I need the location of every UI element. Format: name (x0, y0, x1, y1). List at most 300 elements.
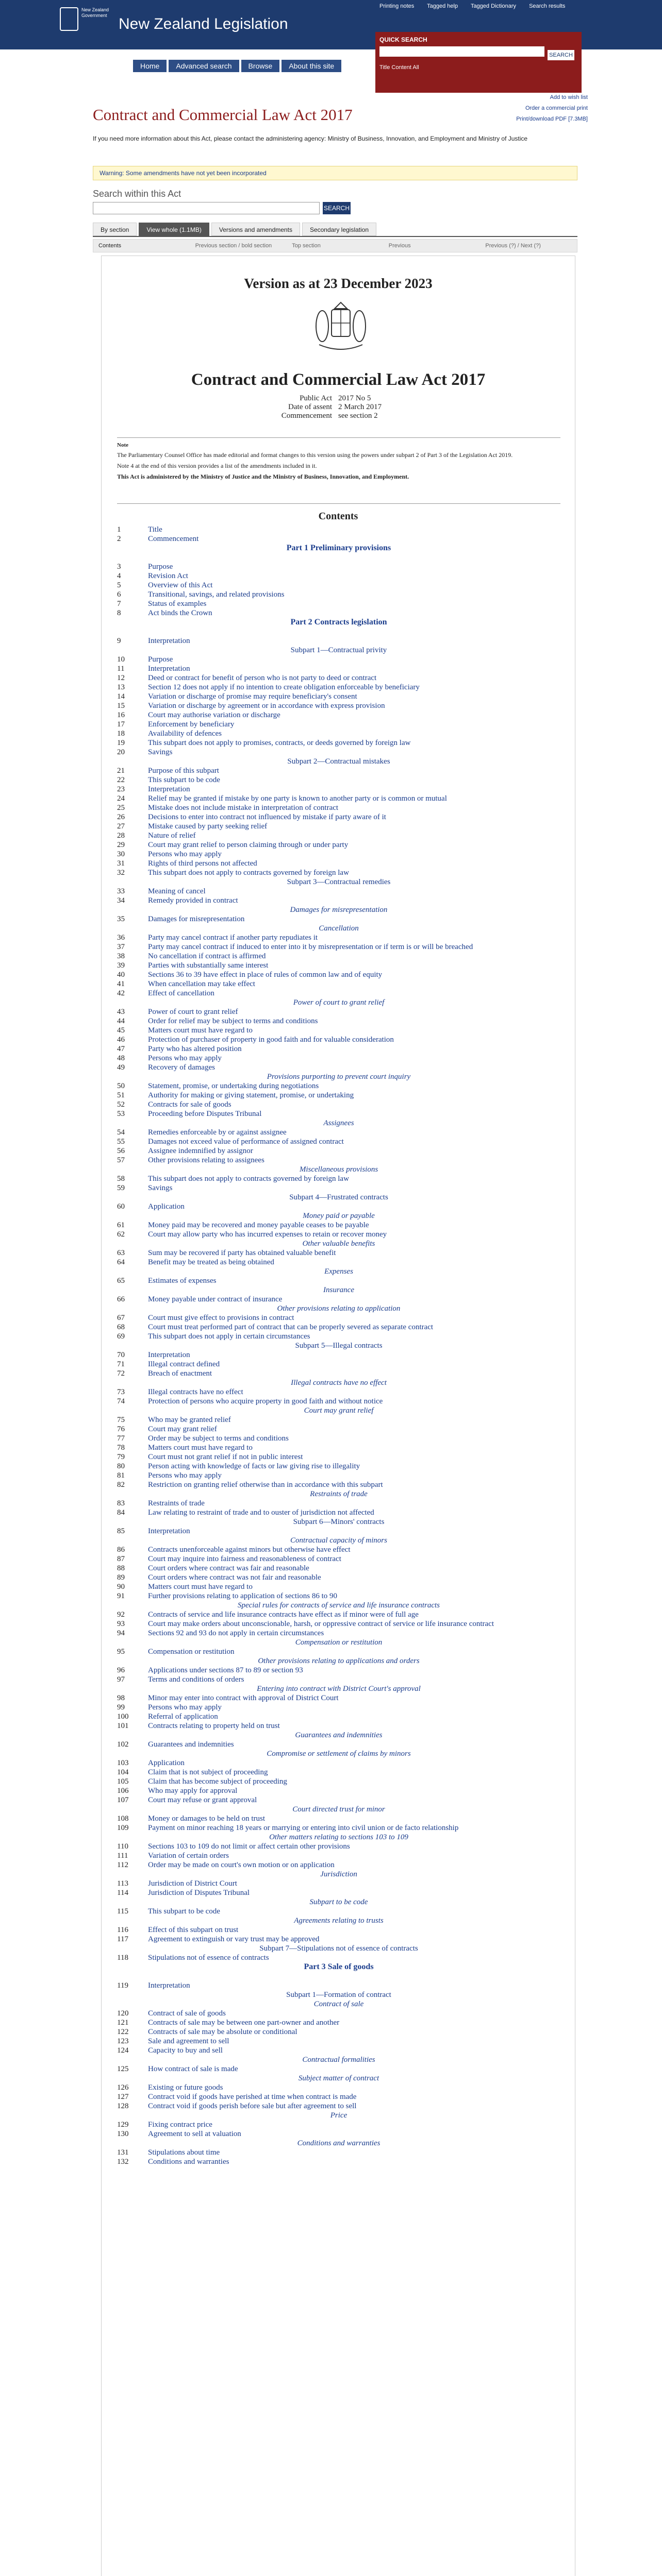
toc-section-number: 25 (117, 804, 125, 812)
toc-section-number: 40 (117, 971, 125, 979)
toc-section-number: 90 (117, 1583, 125, 1591)
toc-section-link[interactable]: Further provisions relating to application of sections 86 to 90 (148, 1592, 338, 1600)
toc-crossheading[interactable]: Provisions purporting to prevent court inquiry (267, 1073, 411, 1081)
note-heading: Note (117, 442, 128, 448)
toc-entry (117, 1462, 560, 1471)
toc-subpart-heading[interactable]: Subpart 6—Minors' contracts (293, 1518, 385, 1526)
toc-section-number: 127 (117, 2093, 129, 2101)
toc-section-link[interactable]: Status of examples (148, 600, 207, 608)
toc-section-link[interactable]: When cancellation may take effect (148, 980, 255, 988)
toc-section-number: 48 (117, 1054, 125, 1062)
nav-browse[interactable]: Browse (241, 60, 280, 72)
toolbar-previous[interactable]: Previous (388, 243, 411, 249)
toc-section-link[interactable]: Court may refuse or grant approval (148, 1796, 257, 1804)
toc-section-number: 95 (117, 1648, 125, 1656)
toc-crossheading[interactable]: Insurance (323, 1286, 354, 1294)
toc-section-link[interactable]: Contract of sale of goods (148, 2009, 226, 2018)
toc-section-number: 4 (117, 572, 121, 580)
toc-section-link[interactable]: Effect of this subpart on trust (148, 1926, 239, 1934)
toc-section-number: 130 (117, 2130, 129, 2138)
toc-section-number: 47 (117, 1045, 125, 1053)
note-p1: The Parliamentary Counsel Office has made editorial and format changes to this version using the powers under subpart 2 of Part 3 of the Legislation Act 2019. (117, 451, 513, 459)
toc-entry (117, 1907, 560, 1916)
toc-section-link[interactable]: Capacity to buy and sell (148, 2046, 223, 2055)
toc-crossheading[interactable]: Cancellation (319, 924, 359, 933)
toc-section-number: 12 (117, 674, 125, 682)
toc-section-link[interactable]: Benefit may be treated as being obtained (148, 1258, 274, 1266)
toc-entry (117, 785, 560, 794)
toc-section-link[interactable]: Mistake does not include mistake in interpretation of contract (148, 804, 339, 812)
toc-section-link[interactable]: Court may grant relief (148, 1425, 217, 1433)
toc-section-link[interactable]: This subpart does not apply to promises, contracts, or deeds governed by foreign law (148, 739, 411, 747)
meta-row (102, 394, 575, 403)
tab-by-section[interactable]: By section (93, 223, 137, 236)
toc-section-link[interactable]: Restraints of trade (148, 1499, 205, 1507)
meta-row (102, 412, 575, 420)
toc-section-number: 91 (117, 1592, 125, 1600)
toc-crossheading[interactable]: Court may grant relief (304, 1406, 374, 1415)
toc-section-link[interactable]: Act binds the Crown (148, 609, 212, 617)
contents-heading: Contents (318, 511, 358, 522)
toc-subpart-heading[interactable]: Subpart 3—Contractual remedies (287, 878, 391, 886)
toc-section-link[interactable]: Stipulations about time (148, 2148, 220, 2157)
toc-entry (117, 952, 560, 961)
toc-section-link[interactable]: Recovery of damages (148, 1063, 215, 1072)
toc-section-number: 36 (117, 934, 125, 942)
toc-section-link[interactable]: Damages not exceed value of performance of assigned contract (148, 1138, 344, 1146)
toc-crossheading[interactable]: Jurisdiction (320, 1870, 357, 1878)
toc-entry (117, 729, 560, 738)
toc-section-link[interactable]: Persons who may apply (148, 850, 222, 858)
quick-search-options[interactable]: Title Content All (379, 64, 419, 71)
toc-section-link[interactable]: Parties with substantially same interest (148, 961, 269, 970)
toc-subpart-heading[interactable]: Subpart 2—Contractual mistakes (287, 757, 390, 766)
toc-section-number: 54 (117, 1128, 125, 1137)
toc-section-number: 93 (117, 1620, 125, 1628)
toc-entry (117, 961, 560, 970)
toc-section-link[interactable]: Decisions to enter into contract not influenced by mistake if party aware of it (148, 813, 386, 821)
toc-section-link[interactable]: Title (148, 526, 162, 534)
toc-section-number: 77 (117, 1434, 125, 1443)
toc-section-number: 88 (117, 1564, 125, 1572)
toc-section-number: 115 (117, 1907, 128, 1916)
toc-crossheading[interactable]: Power of court to grant relief (293, 998, 385, 1007)
toc-section-link[interactable]: Court may authorise variation or discharge (148, 711, 280, 719)
toc-entry (117, 1675, 560, 1684)
toc-entry (117, 1712, 560, 1721)
toc-entry (117, 1740, 560, 1749)
toc-part-heading[interactable]: Part 1 Preliminary provisions (286, 544, 391, 552)
toc-section-number: 2 (117, 535, 121, 543)
toc-section-number: 16 (117, 711, 125, 719)
toc-entry (117, 1471, 560, 1480)
toc-section-number: 59 (117, 1184, 125, 1192)
toc-section-link[interactable]: Contracts of service and life insurance contracts have effect as if minor were of full age (148, 1611, 419, 1619)
toc-section-link[interactable]: Agreement to extinguish or vary trust may be approved (148, 1935, 320, 1943)
toc-entry (117, 2009, 560, 2018)
site-name[interactable]: New Zealand Legislation (119, 15, 288, 32)
toc-section-link[interactable]: Damages for misrepresentation (148, 915, 245, 923)
toc-section-link[interactable]: Persons who may apply (148, 1471, 222, 1480)
toc-entry (117, 571, 560, 581)
view-tabs (93, 223, 577, 237)
toc-section-link[interactable]: Minor may enter into contract with approval of District Court (148, 1694, 339, 1702)
toc-crossheading[interactable]: Subpart to be code (309, 1898, 368, 1906)
toc-section-link[interactable]: Savings (148, 1184, 173, 1192)
toolbar-next[interactable]: Previous (?) / Next (?) (485, 243, 541, 249)
toc-entry (117, 1387, 560, 1397)
toc-crossheading[interactable]: Contractual formalities (302, 2056, 375, 2064)
toc-entry (117, 1610, 560, 1619)
toc-entry (117, 868, 560, 877)
toc-section-number: 85 (117, 1527, 125, 1535)
toc-subpart-heading[interactable]: Subpart 1—Contractual privity (290, 646, 387, 654)
toc-section-link[interactable]: Money paid may be recovered and money payable ceases to be payable (148, 1221, 369, 1229)
toc-section-number: 26 (117, 813, 125, 821)
toc-entry (117, 1777, 560, 1786)
quick-search-button[interactable]: SEARCH (548, 50, 574, 60)
toc-section-link[interactable]: Law relating to restraint of trade and to ouster of jurisdiction not affected (148, 1509, 374, 1517)
toc-section-link[interactable]: Person acting with knowledge of facts or law giving rise to illegality (148, 1462, 360, 1470)
toc-section-link[interactable]: Stipulations not of essence of contracts (148, 1954, 269, 1962)
admin-note: If you need more information about this Act, please contact the administering agency: Ministry of Business, Innovation, and Employment and Ministry of Justice (93, 135, 528, 142)
toc-section-link[interactable]: Availability of defences (148, 730, 222, 738)
toc-section-link[interactable]: This subpart does not apply to contracts governed by foreign law (148, 1175, 349, 1183)
toc-section-link[interactable]: Sum may be recovered if party has obtained valuable benefit (148, 1249, 336, 1257)
toc-section-number: 61 (117, 1221, 125, 1229)
util-search-results[interactable]: Search results (529, 3, 566, 9)
toc-section-link[interactable]: Party may cancel contract if another party repudiates it (148, 934, 318, 942)
toc-section-link[interactable]: Compensation or restitution (148, 1648, 235, 1656)
toc-section-link[interactable]: Matters court must have regard to (148, 1444, 253, 1452)
toc-crossheading[interactable]: Subject matter of contract (298, 2074, 379, 2082)
toc-section-link[interactable]: Assignee indemnified by assignor (148, 1147, 253, 1155)
toc-section-link[interactable]: Party may cancel contract if induced to enter into it by misrepresentation or if term is or will be breached (148, 943, 473, 951)
toc-crossheading[interactable]: Other provisions relating to applications and orders (258, 1657, 420, 1665)
toc-crossheading[interactable]: Compensation or restitution (295, 1638, 383, 1647)
toc-section-link[interactable]: Jurisdiction of District Court (148, 1879, 237, 1888)
toc-section-link[interactable]: Contracts for sale of goods (148, 1100, 231, 1109)
toc-section-link[interactable]: Variation or discharge of promise may require beneficiary's consent (148, 692, 357, 701)
govt-logo[interactable] (60, 7, 115, 43)
toc-section-link[interactable]: Purpose (148, 655, 173, 664)
toc-section-link[interactable]: Enforcement by beneficiary (148, 720, 235, 728)
toc-section-link[interactable]: Persons who may apply (148, 1054, 222, 1062)
toc-section-number: 41 (117, 980, 125, 988)
toc-section-link[interactable]: Deed or contract for benefit of person who is not party to deed or contract (148, 674, 377, 682)
toc-entry (117, 525, 560, 534)
toc-section-link[interactable]: Power of court to grant relief (148, 1008, 238, 1016)
toc-section-number: 116 (117, 1926, 128, 1934)
toc-section-link[interactable]: This subpart to be code (148, 776, 220, 784)
toc-crossheading[interactable]: Damages for misrepresentation (290, 906, 388, 914)
toc-section-link[interactable]: Interpretation (148, 1527, 190, 1535)
toc-section-number: 68 (117, 1323, 125, 1331)
toc-crossheading[interactable]: Entering into contract with District Court's approval (257, 1685, 421, 1693)
toc-section-link[interactable]: Claim that is not subject of proceeding (148, 1768, 268, 1776)
toc-crossheading[interactable]: Money paid or payable (303, 1212, 375, 1220)
toc-section-link[interactable]: Savings (148, 748, 173, 756)
toc-section-link[interactable]: Interpretation (148, 1981, 190, 1990)
toc-section-link[interactable]: Court may allow party who has incurred expenses to retain or recover money (148, 1230, 387, 1239)
toc-crossheading[interactable]: Miscellaneous provisions (299, 1165, 378, 1174)
toc-crossheading[interactable]: Other valuable benefits (302, 1240, 375, 1248)
toc-crossheading[interactable]: Contractual capacity of minors (290, 1536, 387, 1545)
toc-section-link[interactable]: Authority for making or giving statement, promise, or undertaking (148, 1091, 354, 1099)
toc-subpart-heading[interactable]: Subpart 1—Formation of contract (286, 1991, 391, 1999)
toc-subpart-heading[interactable]: Subpart 5—Illegal contracts (295, 1342, 383, 1350)
search-within-button[interactable]: SEARCH (323, 202, 351, 214)
toc-section-link[interactable]: Money payable under contract of insurance (148, 1295, 283, 1303)
toc-entry (117, 1063, 560, 1072)
toc-section-link[interactable]: Mistake caused by party seeking relief (148, 822, 268, 831)
toc-section-link[interactable]: Variation or discharge by agreement or in accordance with express provision (148, 702, 385, 710)
toc-crossheading[interactable]: Assignees (323, 1119, 354, 1127)
toc-crossheading[interactable]: Compromise or settlement of claims by minors (267, 1750, 411, 1758)
toc-part-heading[interactable]: Part 3 Sale of goods (304, 1962, 374, 1971)
toc-section-number: 30 (117, 850, 125, 858)
toc-section-link[interactable]: Commencement (148, 535, 199, 543)
toc-entry (117, 1935, 560, 1944)
toc-entry (117, 581, 560, 590)
toc-section-number: 20 (117, 748, 125, 756)
toc-section-link[interactable]: Matters court must have regard to (148, 1026, 253, 1035)
toc-section-number: 55 (117, 1138, 125, 1146)
toc-section-link[interactable]: Court orders where contract was fair and reasonable (148, 1564, 309, 1572)
toc-section-link[interactable]: Interpretation (148, 665, 190, 673)
toc-entry (117, 1582, 560, 1591)
toc-section-link[interactable]: Court may grant relief to person claiming through or under party (148, 841, 349, 849)
toc-entry (117, 1221, 560, 1230)
order-commercial-print-link[interactable]: Order a commercial print (525, 105, 588, 111)
toc-section-link[interactable]: Court must give effect to provisions in contract (148, 1314, 294, 1322)
toc-section-link[interactable]: Court must treat performed part of contract that can be properly severed as separate contract (148, 1323, 434, 1331)
toc-section-link[interactable]: Order may be subject to terms and conditions (148, 1434, 289, 1443)
toc-section-link[interactable]: Rights of third persons not affected (148, 859, 257, 868)
toc-section-link[interactable]: Court must not grant relief if not in public interest (148, 1453, 303, 1461)
util-printing-notes[interactable]: Printing notes (379, 3, 415, 9)
toc-section-link[interactable]: Referral of application (148, 1713, 218, 1721)
toc-section-link[interactable]: Interpretation (148, 1351, 190, 1359)
toc-section-link[interactable]: This subpart does not apply in certain circumstances (148, 1332, 310, 1341)
toc-crossheading[interactable]: Expenses (324, 1267, 353, 1276)
toc-section-link[interactable]: Protection of persons who acquire property in good faith and without notice (148, 1397, 383, 1405)
toc-section-link[interactable]: Application (148, 1202, 185, 1211)
toc-crossheading[interactable]: Restraints of trade (310, 1490, 368, 1498)
toc-section-link[interactable]: Payment on minor reaching 18 years or marrying or entering into civil union or de facto relationship (148, 1824, 459, 1832)
toc-section-link[interactable]: Relief may be granted if mistake by one party is known to another party or is common or mutual (148, 794, 447, 803)
nav-home[interactable]: Home (133, 60, 167, 72)
toc-section-link[interactable]: Nature of relief (148, 832, 196, 840)
toc-entry (117, 1156, 560, 1165)
toc-subpart-heading[interactable]: Subpart 7—Stipulations not of essence of contracts (259, 1944, 418, 1953)
toc-section-link[interactable]: Proceeding before Disputes Tribunal (148, 1110, 262, 1118)
toolbar-contents[interactable]: Contents (98, 243, 122, 249)
toc-section-number: 11 (117, 665, 125, 673)
toc-entry (117, 812, 560, 822)
toc-section-number: 76 (117, 1425, 125, 1433)
toc-crossheading[interactable]: Special rules for contracts of service and life insurance contracts (237, 1601, 440, 1609)
toc-section-link[interactable]: Remedies enforceable by or against assignee (148, 1128, 287, 1137)
toc-section-link[interactable]: Purpose (148, 563, 173, 571)
toc-section-link[interactable]: Statement, promise, or undertaking during negotiations (148, 1082, 319, 1090)
toc-section-link[interactable]: Applications under sections 87 to 89 or section 93 (148, 1666, 303, 1674)
toc-section-link[interactable]: Estimates of expenses (148, 1277, 217, 1285)
toc-crossheading[interactable]: Court directed trust for minor (292, 1805, 385, 1814)
toc-section-link[interactable]: Overview of this Act (148, 581, 213, 589)
toc-section-link[interactable]: Variation of certain orders (148, 1852, 229, 1860)
divider (117, 437, 560, 438)
toc-section-link[interactable]: Court may make orders about unconscionable, harsh, or oppressive contract of service or life insurance contract (148, 1620, 494, 1628)
toc-section-number: 31 (117, 859, 125, 868)
toc-section-link[interactable]: Claim that has become subject of proceeding (148, 1777, 287, 1786)
add-to-wish-list-link[interactable]: Add to wish list (550, 94, 588, 100)
toc-section-link[interactable]: Revision Act (148, 572, 188, 580)
util-tagged-dictionary[interactable]: Tagged Dictionary (470, 3, 516, 9)
util-tagged-help[interactable]: Tagged help (427, 3, 458, 9)
toc-entry (117, 1629, 560, 1638)
toc-section-number: 14 (117, 692, 125, 701)
toc-section-link[interactable]: Restriction on granting relief otherwise than in accordance with this subpart (148, 1481, 383, 1489)
toc-section-link[interactable]: Fixing contract price (148, 2121, 212, 2129)
toc-section-link[interactable]: Conditions and warranties (148, 2158, 229, 2166)
toc-section-link[interactable]: Who may apply for approval (148, 1787, 238, 1795)
toc-section-link[interactable]: Order may be made on court's own motion or on application (148, 1861, 335, 1869)
toc-crossheading[interactable]: Conditions and warranties (297, 2139, 380, 2147)
toc-entry (117, 1360, 560, 1369)
toc-crossheading[interactable]: Agreements relating to trusts (294, 1917, 384, 1925)
toc-entry (117, 942, 560, 952)
toc-entry (117, 2129, 560, 2139)
toc-section-link[interactable]: Interpretation (148, 785, 190, 793)
toc-entry (117, 720, 560, 729)
toc-section-link[interactable]: Sections 92 and 93 do not apply in certain circumstances (148, 1629, 324, 1637)
toc-section-link[interactable]: Remedy provided in contract (148, 896, 238, 905)
print-download-pdf-link[interactable]: Print/download PDF [7.3MB] (516, 116, 588, 122)
tab-secondary-legislation[interactable]: Secondary legislation (302, 223, 376, 236)
toc-entry (117, 1564, 560, 1573)
toc-section-link[interactable]: Protection of purchaser of property in good faith and for valuable consideration (148, 1036, 394, 1044)
toc-section-number: 50 (117, 1082, 125, 1090)
toc-section-link[interactable]: Court may inquire into fairness and reasonableness of contract (148, 1555, 341, 1563)
toc-crossheading[interactable]: Guarantees and indemnities (295, 1731, 383, 1739)
toc-crossheading[interactable]: Price (330, 2111, 347, 2120)
nav-about[interactable]: About this site (282, 60, 341, 72)
toc-section-link[interactable]: Effect of cancellation (148, 989, 214, 997)
toc-entry (117, 2046, 560, 2055)
toc-section-link[interactable]: This subpart does not apply to contracts governed by foreign law (148, 869, 349, 877)
toc-section-number: 126 (117, 2083, 129, 2092)
toc-entry (117, 1619, 560, 1629)
toc-section-link[interactable]: Party who has altered position (148, 1045, 242, 1053)
toolbar-previous-section[interactable]: Previous section / bold section (195, 243, 272, 249)
divider (117, 503, 560, 504)
toc-section-link[interactable]: Matters court must have regard to (148, 1583, 253, 1591)
toc-section-number: 64 (117, 1258, 125, 1266)
nav-advanced-search[interactable]: Advanced search (169, 60, 239, 72)
toc-entry (117, 859, 560, 868)
toc-section-link[interactable]: Existing or future goods (148, 2083, 223, 2092)
toc-section-link[interactable]: Contracts unenforceable against minors but otherwise have effect (148, 1546, 351, 1554)
toc-section-link[interactable]: Sale and agreement to sell (148, 2037, 229, 2045)
toc-section-link[interactable]: This subpart to be code (148, 1907, 220, 1916)
toc-crossheading[interactable]: Other provisions relating to application (277, 1304, 401, 1313)
quick-search-input[interactable] (379, 46, 544, 57)
tab-versions[interactable]: Versions and amendments (211, 223, 300, 236)
toc-section-link[interactable]: Interpretation (148, 637, 190, 645)
toc-section-link[interactable]: No cancellation if contract is affirmed (148, 952, 266, 960)
toc-section-link[interactable]: How contract of sale is made (148, 2065, 238, 2073)
toc-subpart-heading[interactable]: Subpart 4—Frustrated contracts (289, 1193, 388, 1201)
toc-section-link[interactable]: Who may be granted relief (148, 1416, 231, 1424)
toc-section-link[interactable]: Guarantees and indemnities (148, 1740, 234, 1749)
toc-section-link[interactable]: Money or damages to be held on trust (148, 1815, 266, 1823)
toc-entry (117, 1795, 560, 1805)
toc-section-number: 52 (117, 1100, 125, 1109)
toc-entry (117, 766, 560, 775)
toc-section-link[interactable]: Application (148, 1759, 185, 1767)
toc-section-link[interactable]: Meaning of cancel (148, 887, 206, 895)
toc-section-link[interactable]: Contracts relating to property held on trust (148, 1722, 280, 1730)
toc-crossheading[interactable]: Contract of sale (313, 2000, 364, 2008)
toc-section-number: 124 (117, 2046, 129, 2055)
toc-section-link[interactable]: Terms and conditions of orders (148, 1675, 244, 1684)
toc-entry (117, 2157, 560, 2166)
toc-section-link[interactable]: Sections 36 to 39 have effect in place of rules of common law and of equity (148, 971, 383, 979)
toc-section-link[interactable]: Illegal contract defined (148, 1360, 220, 1368)
toc-section-link[interactable]: Contract void if goods perish before sale but after agreement to sell (148, 2102, 357, 2110)
act-meta (102, 394, 575, 420)
toc-section-link[interactable]: Persons who may apply (148, 1703, 222, 1711)
toc-entry (117, 1647, 560, 1656)
toc-entry (117, 1721, 560, 1731)
toc-section-link[interactable]: Illegal contracts have no effect (148, 1388, 243, 1396)
toc-section-number: 38 (117, 952, 125, 960)
toc-section-link[interactable]: Sections 103 to 109 do not limit or affect certain other provisions (148, 1842, 350, 1851)
toc-section-number: 67 (117, 1314, 125, 1322)
toc-entry (117, 664, 560, 673)
tab-view-whole[interactable]: View whole (1.1MB) (139, 223, 209, 236)
toc-section-link[interactable]: Section 12 does not apply if no intention to create obligation enforceable by beneficiary (148, 683, 420, 691)
toc-entry (117, 1842, 560, 1851)
toolbar-top-section[interactable]: Top section (292, 243, 321, 249)
toc-section-link[interactable]: Agreement to sell at valuation (148, 2130, 241, 2138)
toc-section-number: 83 (117, 1499, 125, 1507)
toc-section-link[interactable]: Other provisions relating to assignees (148, 1156, 264, 1164)
toc-entry (117, 655, 560, 664)
toc-section-link[interactable]: Order for relief may be subject to terms and conditions (148, 1017, 318, 1025)
toc-part-heading[interactable]: Part 2 Contracts legislation (290, 618, 387, 626)
toc-section-link[interactable]: Contract void if goods have perished at time when contract is made (148, 2093, 357, 2101)
toc-section-number: 89 (117, 1573, 125, 1582)
toc-section-number: 111 (117, 1852, 128, 1860)
toc-section-link[interactable]: Contracts of sale may be between one part-owner and another (148, 2019, 340, 2027)
toc-crossheading[interactable]: Other matters relating to sections 103 to 109 (269, 1833, 408, 1841)
toc-entry (117, 2037, 560, 2046)
toc-section-link[interactable]: Purpose of this subpart (148, 767, 219, 775)
toc-section-link[interactable]: Transitional, savings, and related provisions (148, 590, 285, 599)
search-within-input[interactable] (93, 202, 320, 214)
toc-section-link[interactable]: Jurisdiction of Disputes Tribunal (148, 1889, 250, 1897)
toc-crossheading[interactable]: Illegal contracts have no effect (291, 1379, 387, 1387)
toc-section-link[interactable]: Breach of enactment (148, 1369, 212, 1378)
toc-entry (117, 1888, 560, 1897)
toc-entry (117, 1248, 560, 1258)
coat-of-arms-icon (310, 300, 372, 357)
toc-section-link[interactable]: Contracts of sale may be absolute or conditional (148, 2028, 297, 2036)
note-p3: This Act is administered by the Ministry of Justice and the Ministry of Business, Innovation, and Employment. (117, 473, 409, 480)
toc-section-link[interactable]: Court orders where contract was not fair and reasonable (148, 1573, 321, 1582)
